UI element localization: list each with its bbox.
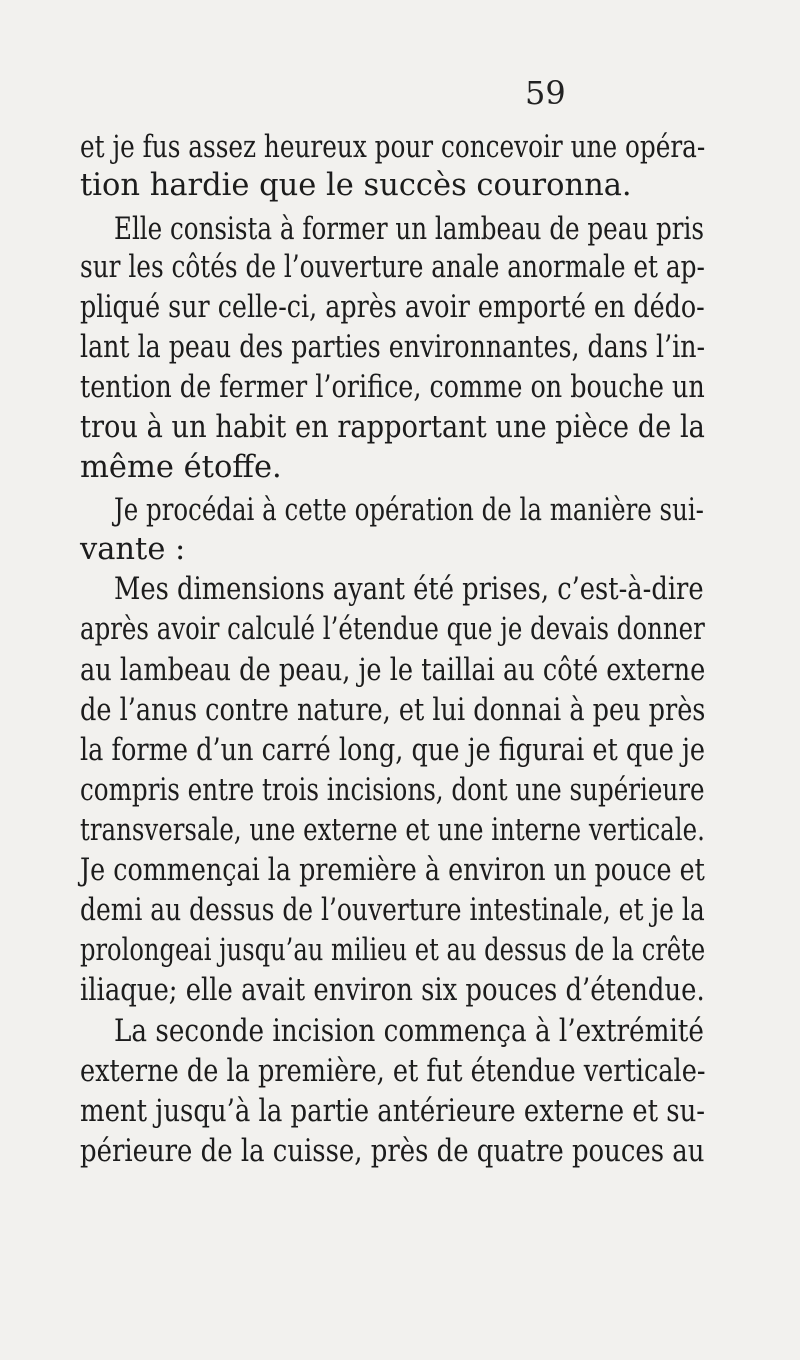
- text-line: même étoffe.: [80, 450, 282, 485]
- text-line: iliaque; elle avait environ six pouces d’étendue.: [80, 973, 705, 1008]
- text-line: Mes dimensions ayant été prises, c’est-à-dire: [114, 572, 704, 607]
- text-line: et je fus assez heureux pour concevoir une opéra-: [80, 130, 706, 165]
- text-line: lant la peau des parties environnantes, dans l’in-: [80, 330, 705, 365]
- text-line: Je procédai à cette opération de la manière sui-: [114, 493, 704, 528]
- text-line: compris entre trois incisions, dont une supérieure: [80, 773, 705, 808]
- text-line: tention de fermer l’orifice, comme on bouche un: [80, 370, 705, 405]
- text-line: au lambeau de peau, je le taillai au côté externe: [80, 653, 706, 688]
- text-line: transversale, une externe et une interne verticale.: [80, 813, 705, 848]
- text-line: ment jusqu’à la partie antérieure externe et su-: [80, 1094, 706, 1129]
- text-line: périeure de la cuisse, près de quatre pouces au: [80, 1134, 705, 1169]
- text-line: externe de la première, et fut étendue verticale-: [80, 1054, 706, 1089]
- text-line: sur les côtés de l’ouverture anale anormale et ap-: [80, 250, 705, 285]
- text-line: prolongeai jusqu’au milieu et au dessus de la crête: [80, 933, 706, 968]
- text-line: La seconde incision commença à l’extrémité: [114, 1014, 704, 1049]
- text-line: tion hardie que le succès couronna.: [80, 168, 632, 203]
- text-line: vante :: [80, 532, 186, 567]
- text-line: de l’anus contre nature, et lui donnai à peu près: [80, 693, 706, 728]
- text-line: pliqué sur celle-ci, après avoir emporté en dédo-: [80, 290, 705, 325]
- text-line: la forme d’un carré long, que je figurai et que je: [80, 733, 706, 768]
- text-line: demi au dessus de l’ouverture intestinale, et je la: [80, 893, 705, 928]
- text-line: après avoir calculé l’étendue que je devais donner: [80, 612, 705, 647]
- text-line: trou à un habit en rapportant une pièce de la: [80, 410, 705, 445]
- text-line: Je commençai la première à environ un pouce et: [80, 853, 705, 888]
- page-number: 59: [525, 74, 566, 112]
- text-line: Elle consista à former un lambeau de peau pris: [114, 212, 704, 247]
